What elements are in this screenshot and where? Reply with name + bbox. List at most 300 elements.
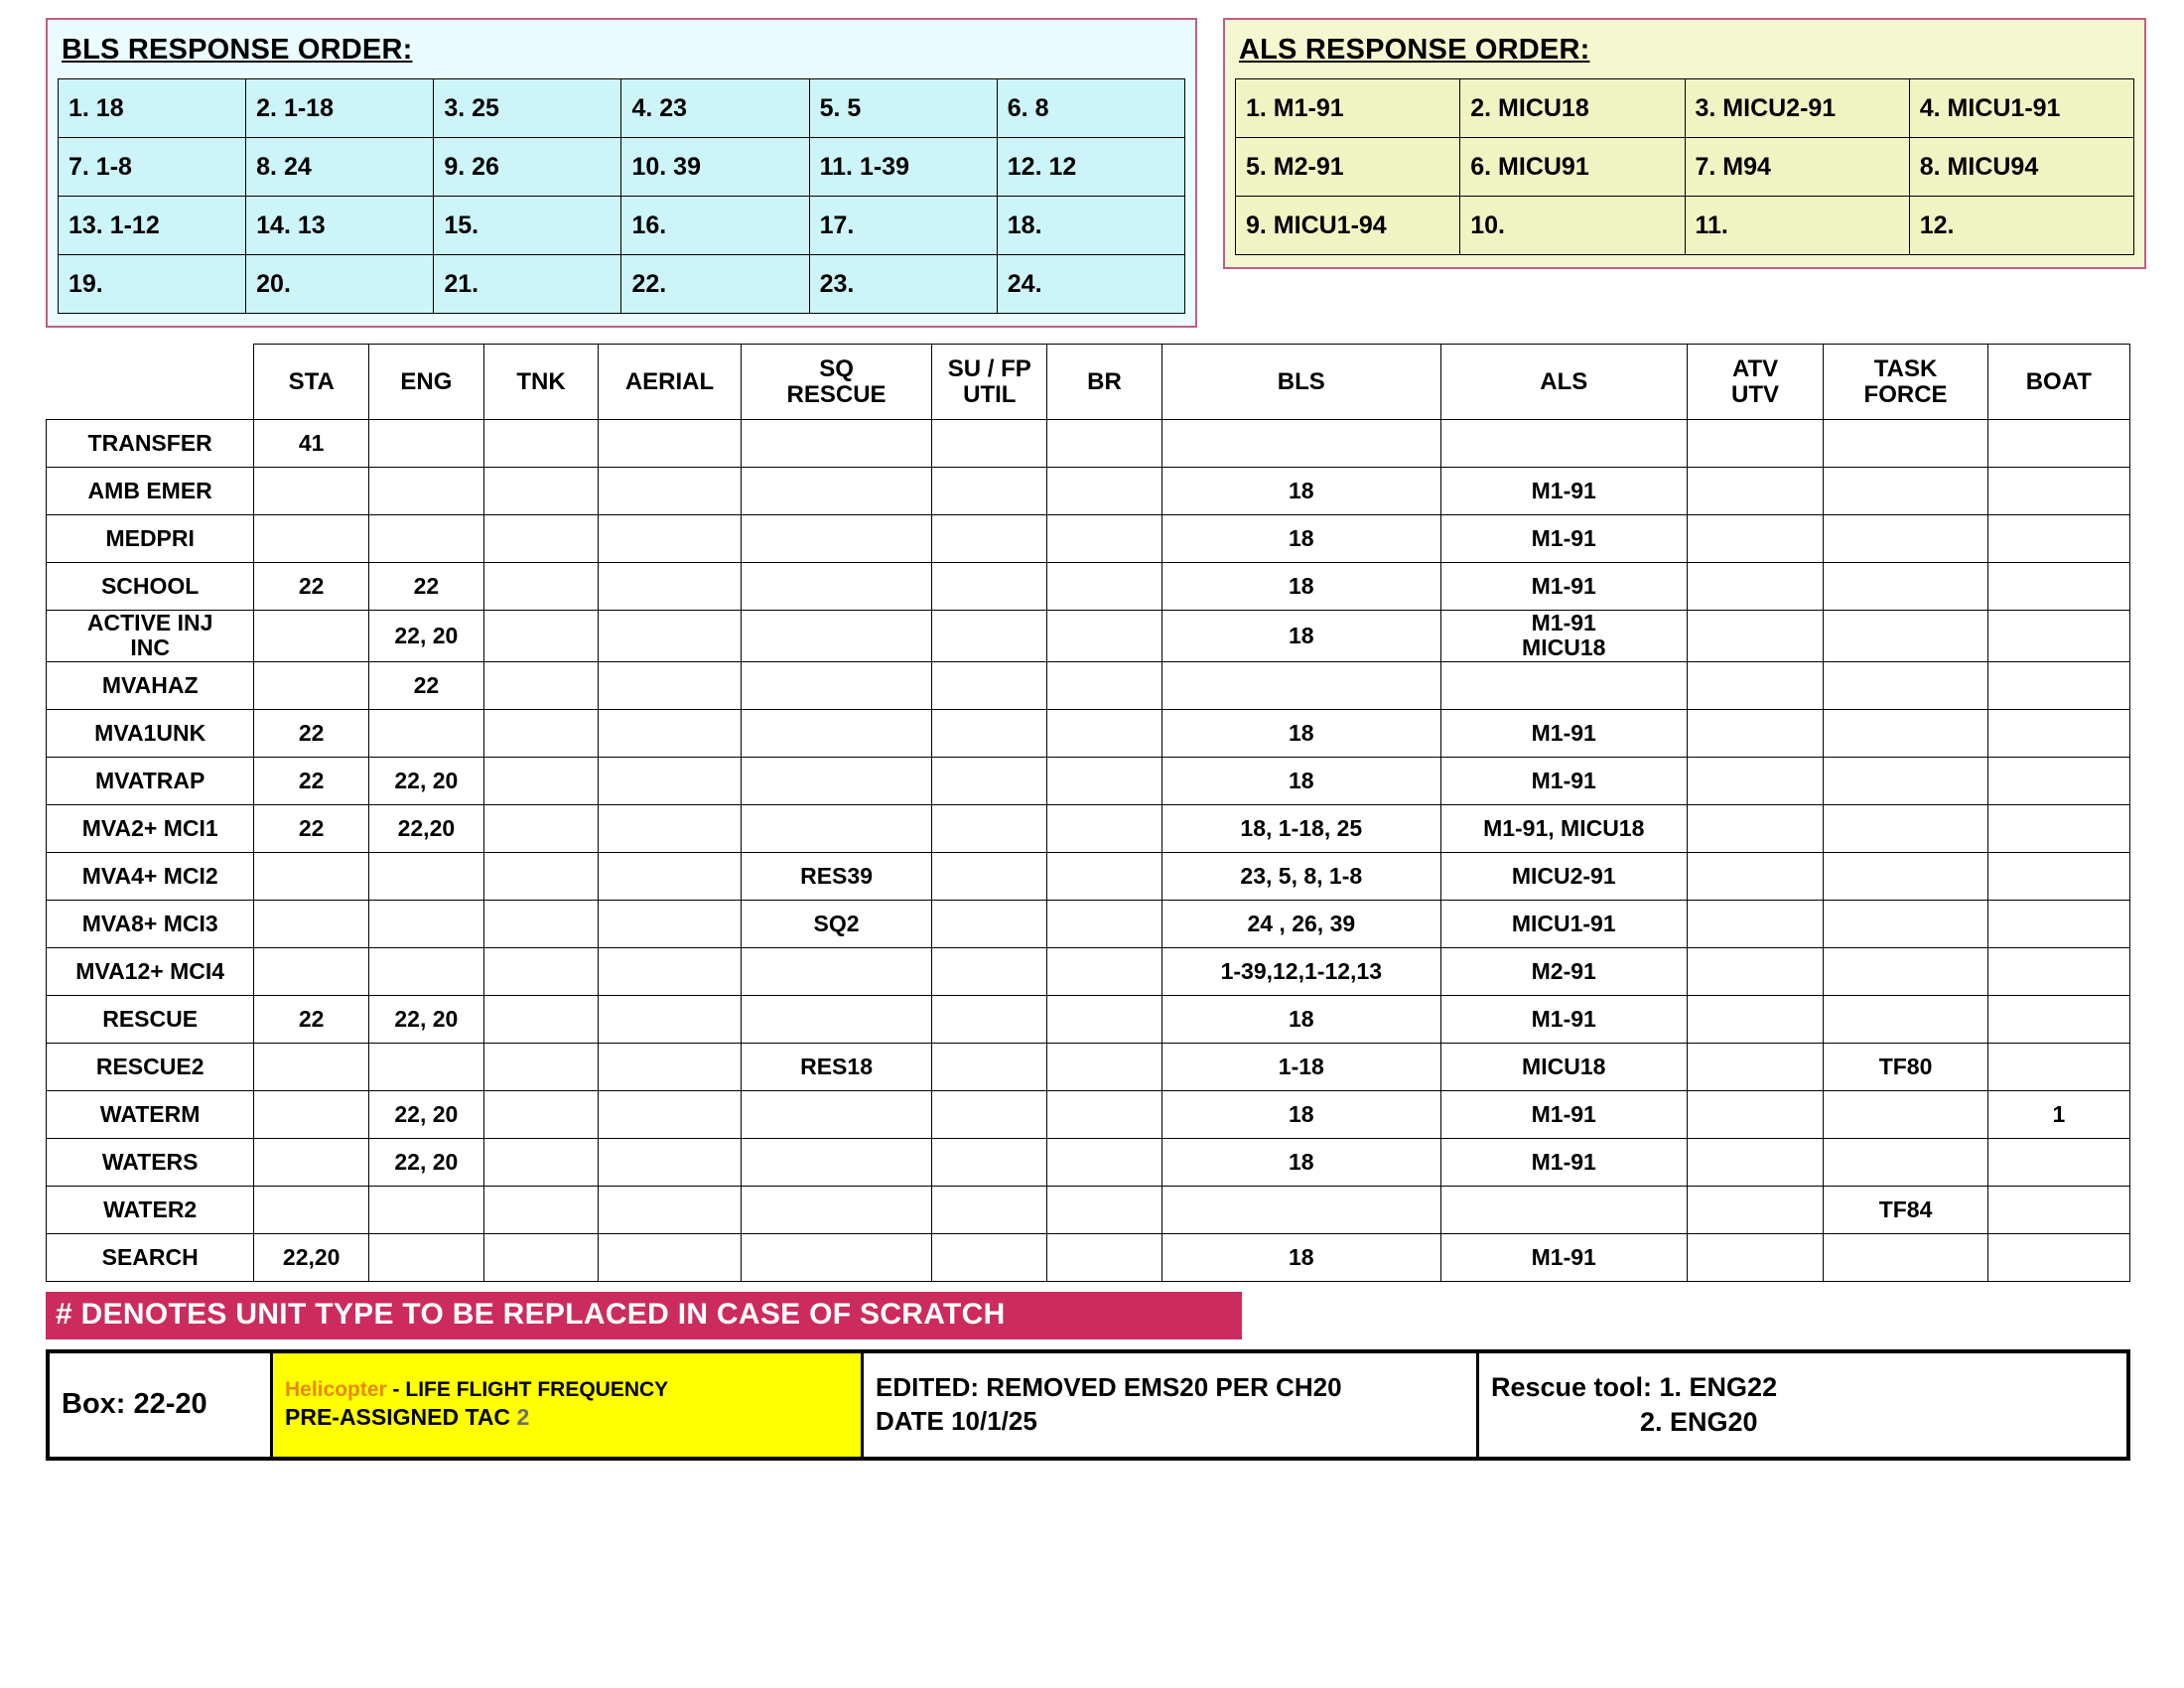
als-order-cell[interactable]: 9. MICU1-94 — [1236, 197, 1460, 255]
matrix-cell[interactable] — [1824, 900, 1987, 947]
matrix-cell[interactable] — [369, 420, 484, 468]
matrix-cell[interactable] — [932, 995, 1047, 1043]
matrix-cell[interactable] — [1440, 661, 1687, 709]
matrix-cell[interactable]: 22 — [254, 709, 369, 757]
matrix-cell[interactable] — [741, 468, 932, 515]
matrix-cell[interactable] — [1687, 661, 1824, 709]
als-order-cell[interactable]: 12. — [1909, 197, 2133, 255]
matrix-row-label: MVA1UNK — [47, 709, 254, 757]
matrix-cell[interactable]: M1-91, MICU18 — [1440, 804, 1687, 852]
matrix-cell[interactable] — [1987, 1233, 2129, 1281]
bls-order-cell[interactable]: 13. 1-12 — [59, 197, 246, 255]
matrix-cell[interactable] — [741, 515, 932, 563]
matrix-cell[interactable] — [741, 1138, 932, 1186]
matrix-row — [47, 852, 2130, 900]
matrix-row-label: MVA12+ MCI4 — [47, 947, 254, 995]
matrix-cell[interactable] — [1047, 900, 1162, 947]
bls-order-cell[interactable]: 24. — [997, 255, 1184, 314]
matrix-column-header: ATV UTV — [1687, 345, 1824, 420]
als-order-cell[interactable]: 3. MICU2-91 — [1685, 79, 1909, 138]
bls-order-cell[interactable]: 4. 23 — [621, 79, 809, 138]
matrix-cell[interactable] — [254, 1043, 369, 1090]
matrix-cell[interactable] — [1687, 995, 1824, 1043]
bls-order-cell[interactable]: 3. 25 — [434, 79, 621, 138]
matrix-cell[interactable] — [932, 1043, 1047, 1090]
preassigned-tac-label: PRE-ASSIGNED TAC — [285, 1404, 517, 1431]
matrix-cell[interactable] — [1987, 804, 2129, 852]
matrix-cell[interactable]: 18 — [1161, 611, 1440, 662]
response-order-panels — [46, 18, 2148, 328]
matrix-cell[interactable]: M1-91 — [1440, 757, 1687, 804]
matrix-cell[interactable]: 18 — [1161, 515, 1440, 563]
matrix-cell[interactable] — [1047, 757, 1162, 804]
matrix-cell[interactable]: M2-91 — [1440, 947, 1687, 995]
matrix-corner-cell — [47, 345, 254, 420]
matrix-cell[interactable] — [1047, 995, 1162, 1043]
bls-order-cell[interactable]: 20. — [246, 255, 434, 314]
matrix-cell[interactable] — [369, 947, 484, 995]
matrix-cell[interactable] — [254, 468, 369, 515]
matrix-column-header: SQ RESCUE — [741, 345, 932, 420]
matrix-cell[interactable] — [483, 468, 599, 515]
matrix-row — [47, 1138, 2130, 1186]
matrix-cell[interactable] — [741, 947, 932, 995]
matrix-row — [47, 804, 2130, 852]
matrix-cell[interactable] — [1047, 852, 1162, 900]
matrix-cell[interactable] — [741, 709, 932, 757]
matrix-cell[interactable] — [599, 947, 741, 995]
matrix-cell[interactable] — [1047, 468, 1162, 515]
matrix-cell[interactable] — [1987, 995, 2129, 1043]
matrix-cell[interactable] — [932, 709, 1047, 757]
matrix-cell[interactable] — [1047, 1043, 1162, 1090]
matrix-row-label: TRANSFER — [47, 420, 254, 468]
matrix-cell[interactable] — [483, 1090, 599, 1138]
matrix-row-label: AMB EMER — [47, 468, 254, 515]
matrix-cell[interactable] — [1687, 611, 1824, 662]
matrix-cell[interactable]: RES18 — [741, 804, 932, 852]
als-response-order-panel — [1223, 18, 2146, 269]
matrix-cell[interactable] — [741, 1186, 932, 1233]
matrix-row-label: WATER2 — [47, 1186, 254, 1233]
matrix-cell[interactable]: 22, 20 — [369, 1090, 484, 1138]
matrix-cell[interactable] — [254, 515, 369, 563]
als-order-cell[interactable]: 4. MICU1-91 — [1909, 79, 2133, 138]
matrix-cell[interactable]: M1-91 — [1440, 1233, 1687, 1281]
matrix-cell[interactable] — [1047, 709, 1162, 757]
bls-order-cell[interactable]: 2. 1-18 — [246, 79, 434, 138]
matrix-cell[interactable] — [1824, 1138, 1987, 1186]
matrix-cell[interactable] — [1987, 709, 2129, 757]
matrix-cell[interactable] — [483, 900, 599, 947]
matrix-cell[interactable]: M1-91 — [1440, 995, 1687, 1043]
matrix-column-header: AERIAL — [599, 345, 741, 420]
matrix-cell[interactable] — [1824, 995, 1987, 1043]
als-order-cell[interactable]: 1. M1-91 — [1236, 79, 1460, 138]
bls-order-table — [58, 78, 1185, 314]
matrix-cell[interactable] — [483, 563, 599, 611]
bls-order-cell[interactable]: 14. 13 — [246, 197, 434, 255]
matrix-row-label: WATERM — [47, 1090, 254, 1138]
matrix-cell[interactable] — [1987, 515, 2129, 563]
matrix-cell[interactable] — [741, 1233, 932, 1281]
matrix-cell[interactable] — [483, 995, 599, 1043]
matrix-cell[interactable] — [932, 1233, 1047, 1281]
matrix-cell[interactable] — [369, 1043, 484, 1090]
preassigned-tac-line — [285, 1403, 849, 1432]
matrix-cell[interactable] — [932, 661, 1047, 709]
matrix-cell[interactable] — [483, 1233, 599, 1281]
matrix-cell[interactable] — [369, 852, 484, 900]
footer-bar — [46, 1349, 2130, 1461]
matrix-row — [47, 1090, 2130, 1138]
matrix-cell[interactable]: 22, 20 — [369, 611, 484, 662]
matrix-cell[interactable] — [254, 900, 369, 947]
matrix-cell[interactable]: M1-91 — [1440, 515, 1687, 563]
matrix-cell[interactable] — [741, 995, 932, 1043]
als-order-cell[interactable]: 11. — [1685, 197, 1909, 255]
matrix-row — [47, 420, 2130, 468]
matrix-cell[interactable] — [599, 757, 741, 804]
matrix-cell[interactable] — [1824, 515, 1987, 563]
matrix-cell[interactable]: 22 — [254, 995, 369, 1043]
matrix-cell[interactable] — [599, 995, 741, 1043]
matrix-cell[interactable]: MICU2-91 — [1440, 852, 1687, 900]
matrix-cell[interactable] — [483, 947, 599, 995]
matrix-cell[interactable]: 22 — [254, 1138, 369, 1186]
matrix-cell[interactable] — [1047, 1233, 1162, 1281]
matrix-cell[interactable] — [932, 900, 1047, 947]
matrix-cell[interactable] — [599, 611, 741, 662]
matrix-cell[interactable] — [1161, 661, 1440, 709]
matrix-cell[interactable] — [1824, 1090, 1987, 1138]
als-order-row — [1236, 138, 2134, 197]
matrix-cell[interactable] — [1824, 804, 1987, 852]
matrix-cell[interactable] — [1987, 563, 2129, 611]
matrix-cell[interactable]: 1 — [1987, 1090, 2129, 1138]
matrix-cell[interactable] — [483, 661, 599, 709]
matrix-cell[interactable] — [599, 468, 741, 515]
matrix-cell[interactable]: 22, 20 — [369, 995, 484, 1043]
matrix-cell[interactable] — [1687, 1043, 1824, 1090]
matrix-cell[interactable]: M1-91 — [1440, 1090, 1687, 1138]
als-order-cell[interactable]: 7. M94 — [1685, 138, 1909, 197]
matrix-cell[interactable] — [1824, 1233, 1987, 1281]
als-order-cell[interactable]: 5. M2-91 — [1236, 138, 1460, 197]
matrix-cell[interactable] — [1047, 420, 1162, 468]
matrix-cell[interactable] — [1687, 852, 1824, 900]
matrix-cell[interactable]: 22, 20 — [369, 757, 484, 804]
matrix-row — [47, 995, 2130, 1043]
matrix-cell[interactable] — [1440, 1186, 1687, 1233]
matrix-row-label: MVA2+ MCI1 — [47, 804, 254, 852]
matrix-cell[interactable]: RES18 — [741, 1043, 932, 1090]
matrix-cell[interactable] — [369, 900, 484, 947]
matrix-column-header: ENG — [369, 345, 484, 420]
matrix-cell[interactable] — [1047, 1090, 1162, 1138]
bls-order-cell[interactable]: 12. 12 — [997, 138, 1184, 197]
bls-order-cell[interactable]: 19. — [59, 255, 246, 314]
matrix-cell[interactable]: 18, 1-18, 25 — [1161, 804, 1440, 852]
matrix-cell[interactable] — [932, 420, 1047, 468]
bls-order-cell[interactable]: 16. — [621, 197, 809, 255]
matrix-cell[interactable] — [932, 947, 1047, 995]
matrix-cell[interactable]: 18 — [1161, 709, 1440, 757]
matrix-cell[interactable] — [599, 563, 741, 611]
matrix-cell[interactable] — [1824, 420, 1987, 468]
matrix-cell[interactable] — [599, 1090, 741, 1138]
matrix-cell[interactable] — [1047, 661, 1162, 709]
als-order-cell[interactable]: 10. — [1460, 197, 1685, 255]
matrix-cell[interactable]: 41 — [254, 420, 369, 468]
matrix-cell[interactable] — [599, 661, 741, 709]
matrix-cell[interactable] — [254, 947, 369, 995]
matrix-cell[interactable] — [483, 852, 599, 900]
box-number: Box: 22-20 — [50, 1353, 273, 1457]
als-panel-title: ALS RESPONSE ORDER: — [1239, 34, 1590, 66]
matrix-cell[interactable] — [599, 515, 741, 563]
matrix-cell[interactable] — [1687, 468, 1824, 515]
matrix-cell[interactable] — [599, 1138, 741, 1186]
matrix-cell[interactable] — [483, 757, 599, 804]
matrix-cell[interactable]: 22 — [254, 563, 369, 611]
matrix-cell[interactable] — [1047, 947, 1162, 995]
matrix-cell[interactable] — [932, 1090, 1047, 1138]
matrix-cell[interactable] — [932, 757, 1047, 804]
matrix-cell[interactable]: 23, 5, 8, 1-8 — [1161, 852, 1440, 900]
matrix-cell[interactable] — [1687, 900, 1824, 947]
matrix-cell[interactable] — [1987, 420, 2129, 468]
matrix-cell[interactable] — [599, 1233, 741, 1281]
matrix-cell[interactable] — [599, 1186, 741, 1233]
matrix-column-header: TASK FORCE — [1824, 345, 1987, 420]
matrix-cell[interactable] — [1687, 1233, 1824, 1281]
bls-order-cell[interactable]: 11. 1-39 — [809, 138, 997, 197]
edit-info — [864, 1353, 1479, 1457]
matrix-cell[interactable]: 18 — [1161, 995, 1440, 1043]
matrix-cell[interactable]: M1-91 — [1440, 468, 1687, 515]
matrix-cell[interactable] — [599, 420, 741, 468]
matrix-cell[interactable] — [1047, 515, 1162, 563]
matrix-cell[interactable]: 22 — [254, 611, 369, 662]
bls-order-cell[interactable]: 1. 18 — [59, 79, 246, 138]
matrix-cell[interactable]: M1-91 — [1440, 563, 1687, 611]
matrix-cell[interactable]: 22 — [369, 709, 484, 757]
matrix-cell[interactable]: 18 — [1161, 1090, 1440, 1138]
rescue-tool-info — [1479, 1353, 2126, 1457]
matrix-cell[interactable]: 22,20 — [369, 804, 484, 852]
matrix-cell[interactable] — [599, 709, 741, 757]
matrix-cell[interactable] — [932, 611, 1047, 662]
matrix-column-header: BOAT — [1987, 345, 2129, 420]
matrix-column-header: BR — [1047, 345, 1162, 420]
matrix-cell[interactable]: SQ2 — [741, 900, 932, 947]
matrix-cell[interactable] — [1440, 420, 1687, 468]
matrix-cell[interactable]: 22 — [254, 661, 369, 709]
matrix-cell[interactable] — [1047, 1138, 1162, 1186]
matrix-cell[interactable] — [254, 1186, 369, 1233]
als-order-table — [1235, 78, 2134, 255]
matrix-row — [47, 563, 2130, 611]
matrix-cell[interactable] — [1687, 947, 1824, 995]
matrix-cell[interactable] — [1824, 709, 1987, 757]
matrix-cell[interactable]: 22 — [254, 757, 369, 804]
matrix-cell[interactable]: 22 — [369, 661, 484, 709]
matrix-cell[interactable] — [483, 1138, 599, 1186]
matrix-cell[interactable] — [1687, 420, 1824, 468]
matrix-cell[interactable] — [1987, 468, 2129, 515]
matrix-cell[interactable]: 22 — [254, 1090, 369, 1138]
matrix-cell[interactable] — [1824, 757, 1987, 804]
matrix-cell[interactable]: M1-91 — [1440, 1138, 1687, 1186]
matrix-cell[interactable] — [741, 611, 932, 662]
matrix-cell[interactable] — [932, 468, 1047, 515]
bls-order-cell[interactable]: 17. — [809, 197, 997, 255]
bls-response-order-panel — [46, 18, 1197, 328]
matrix-row-label: MVAHAZ — [47, 661, 254, 709]
matrix-cell[interactable] — [1987, 900, 2129, 947]
matrix-cell[interactable] — [932, 1186, 1047, 1233]
matrix-cell[interactable] — [1987, 947, 2129, 995]
matrix-cell[interactable] — [1824, 611, 1987, 662]
matrix-cell[interactable]: 24 , 26, 39 — [1161, 900, 1440, 947]
matrix-cell[interactable] — [599, 1043, 741, 1090]
matrix-cell[interactable] — [932, 852, 1047, 900]
matrix-cell[interactable] — [483, 1186, 599, 1233]
matrix-cell[interactable]: MICU1-91 — [1440, 900, 1687, 947]
rescue-tool-second: 2. ENG20 — [1640, 1406, 1758, 1437]
matrix-cell[interactable] — [369, 515, 484, 563]
als-order-cell[interactable]: 2. MICU18 — [1460, 79, 1685, 138]
matrix-cell[interactable] — [741, 420, 932, 468]
matrix-cell[interactable] — [1987, 661, 2129, 709]
matrix-cell[interactable]: 18 — [1161, 757, 1440, 804]
matrix-cell[interactable] — [599, 900, 741, 947]
matrix-cell[interactable] — [741, 661, 932, 709]
matrix-cell[interactable] — [1047, 563, 1162, 611]
bls-order-cell[interactable]: 6. 8 — [997, 79, 1184, 138]
preassigned-tac-value: 2 — [516, 1404, 530, 1431]
matrix-cell[interactable]: TF80 — [1824, 1043, 1987, 1090]
matrix-cell[interactable] — [1987, 611, 2129, 662]
matrix-row — [47, 611, 2130, 662]
matrix-cell[interactable] — [1687, 709, 1824, 757]
matrix-cell[interactable] — [1687, 1186, 1824, 1233]
matrix-cell[interactable]: 18 — [1161, 563, 1440, 611]
matrix-cell[interactable]: M1-91 — [1440, 709, 1687, 757]
bls-order-cell[interactable]: 9. 26 — [434, 138, 621, 197]
matrix-cell[interactable] — [1161, 420, 1440, 468]
matrix-cell[interactable] — [599, 804, 741, 852]
matrix-cell[interactable]: 18 — [1161, 1138, 1440, 1186]
bls-order-row — [59, 197, 1185, 255]
matrix-row — [47, 900, 2130, 947]
matrix-cell[interactable] — [254, 852, 369, 900]
matrix-cell[interactable]: M1-91 MICU18 — [1440, 611, 1687, 662]
matrix-cell[interactable]: 22 — [254, 804, 369, 852]
matrix-cell[interactable] — [1687, 1090, 1824, 1138]
matrix-cell[interactable] — [483, 804, 599, 852]
matrix-cell[interactable] — [932, 804, 1047, 852]
bls-order-cell[interactable]: 7. 1-8 — [59, 138, 246, 197]
matrix-cell[interactable] — [1047, 1186, 1162, 1233]
edit-date: DATE 10/1/25 — [876, 1405, 1037, 1436]
matrix-cell[interactable] — [932, 515, 1047, 563]
matrix-cell[interactable]: 22, 20 — [369, 1138, 484, 1186]
matrix-cell[interactable]: 22 — [369, 563, 484, 611]
matrix-cell[interactable] — [369, 1186, 484, 1233]
matrix-cell[interactable]: 18 — [1161, 468, 1440, 515]
matrix-cell[interactable]: 22,20 — [254, 1233, 369, 1281]
bls-order-cell[interactable]: 10. 39 — [621, 138, 809, 197]
matrix-cell[interactable] — [1687, 563, 1824, 611]
matrix-cell[interactable] — [1987, 1186, 2129, 1233]
matrix-cell[interactable] — [483, 709, 599, 757]
matrix-row-label: MEDPRI — [47, 515, 254, 563]
matrix-cell[interactable] — [369, 1233, 484, 1281]
matrix-cell[interactable] — [741, 1090, 932, 1138]
als-order-row — [1236, 197, 2134, 255]
matrix-cell[interactable] — [1687, 804, 1824, 852]
matrix-cell[interactable] — [1047, 611, 1162, 662]
bls-order-cell[interactable]: 5. 5 — [809, 79, 997, 138]
matrix-cell[interactable] — [483, 515, 599, 563]
matrix-cell[interactable] — [1824, 661, 1987, 709]
matrix-cell[interactable]: RES39 — [741, 852, 932, 900]
matrix-cell[interactable] — [483, 420, 599, 468]
als-order-cell[interactable]: 6. MICU91 — [1460, 138, 1685, 197]
bls-order-cell[interactable]: 23. — [809, 255, 997, 314]
bls-order-cell[interactable]: 8. 24 — [246, 138, 434, 197]
matrix-cell[interactable] — [932, 563, 1047, 611]
matrix-cell[interactable] — [369, 468, 484, 515]
matrix-cell[interactable] — [483, 611, 599, 662]
matrix-cell[interactable]: MICU18 — [1440, 1043, 1687, 1090]
edit-note: EDITED: REMOVED EMS20 PER CH20 — [876, 1371, 1342, 1402]
matrix-cell[interactable] — [1687, 515, 1824, 563]
matrix-cell[interactable]: TF84 — [1824, 1186, 1987, 1233]
als-order-cell[interactable]: 8. MICU94 — [1909, 138, 2133, 197]
matrix-cell[interactable] — [1047, 804, 1162, 852]
matrix-cell[interactable] — [1824, 947, 1987, 995]
matrix-cell[interactable] — [1687, 757, 1824, 804]
matrix-cell[interactable] — [1161, 1186, 1440, 1233]
matrix-cell[interactable] — [1824, 563, 1987, 611]
matrix-cell[interactable] — [1987, 757, 2129, 804]
bls-order-cell[interactable]: 15. — [434, 197, 621, 255]
matrix-cell[interactable] — [1824, 852, 1987, 900]
matrix-row — [47, 515, 2130, 563]
matrix-cell[interactable] — [599, 852, 741, 900]
matrix-cell[interactable] — [741, 563, 932, 611]
matrix-cell[interactable] — [932, 1138, 1047, 1186]
matrix-cell[interactable] — [1987, 852, 2129, 900]
helicopter-frequency-line — [285, 1377, 849, 1403]
matrix-cell[interactable]: 1-39,12,1-12,13 — [1161, 947, 1440, 995]
bls-order-cell[interactable]: 22. — [621, 255, 809, 314]
matrix-cell[interactable]: 1-18 — [1161, 1043, 1440, 1090]
matrix-cell[interactable] — [483, 1043, 599, 1090]
matrix-cell[interactable] — [1824, 468, 1987, 515]
matrix-cell[interactable] — [741, 757, 932, 804]
matrix-cell[interactable] — [1987, 1138, 2129, 1186]
matrix-cell[interactable] — [1687, 1138, 1824, 1186]
matrix-cell[interactable]: 18 — [1161, 1233, 1440, 1281]
matrix-row-label: SCHOOL — [47, 563, 254, 611]
matrix-cell[interactable] — [1987, 1043, 2129, 1090]
bls-order-cell[interactable]: 21. — [434, 255, 621, 314]
bls-order-cell[interactable]: 18. — [997, 197, 1184, 255]
